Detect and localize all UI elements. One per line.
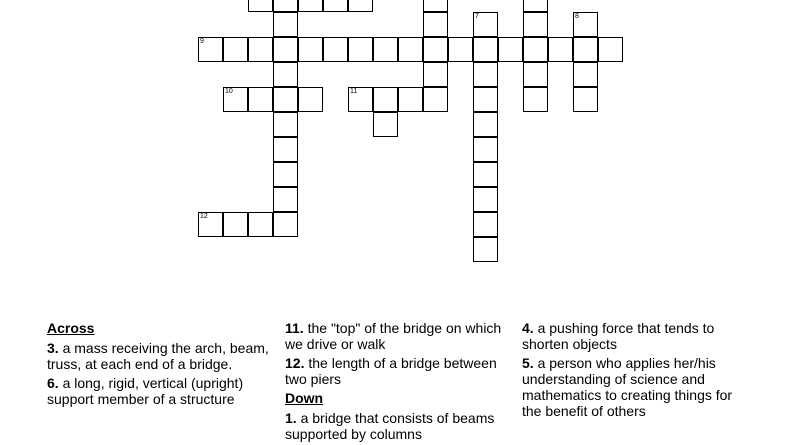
grid-cell[interactable]: [473, 237, 498, 262]
grid-cell[interactable]: [473, 112, 498, 137]
grid-cell[interactable]: [423, 37, 448, 62]
grid-cell[interactable]: [298, 37, 323, 62]
grid-cell[interactable]: [473, 162, 498, 187]
clue-number-label: 12: [200, 213, 208, 220]
grid-cell[interactable]: [573, 37, 598, 62]
clue-number: 12.: [285, 355, 305, 371]
grid-cell[interactable]: [323, 0, 348, 12]
clue-down-5: [522, 355, 752, 419]
grid-cell[interactable]: [473, 12, 498, 37]
grid-cell[interactable]: [573, 62, 598, 87]
grid-cell[interactable]: [348, 87, 373, 112]
grid-cell[interactable]: [523, 87, 548, 112]
grid-cell[interactable]: [248, 0, 273, 12]
grid-cell[interactable]: [473, 62, 498, 87]
clues-column-3: [522, 320, 752, 422]
clues-column-2: [285, 320, 515, 445]
grid-cell[interactable]: [373, 112, 398, 137]
grid-cell[interactable]: [573, 12, 598, 37]
clue-number-label: 7: [475, 13, 479, 20]
grid-cell[interactable]: [598, 37, 623, 62]
grid-cell[interactable]: [398, 37, 423, 62]
grid-cell[interactable]: [473, 87, 498, 112]
clue-text: a person who applies her/his understanding of science and mathematics to creating things for the benefit of others: [522, 355, 733, 419]
grid-cell[interactable]: [273, 137, 298, 162]
grid-cell[interactable]: [423, 62, 448, 87]
clue-across-11: [285, 320, 515, 352]
grid-cell[interactable]: [248, 37, 273, 62]
clue-across-12: [285, 355, 515, 387]
clue-across-6: [47, 375, 277, 407]
grid-cell[interactable]: [398, 87, 423, 112]
grid-cell[interactable]: [273, 112, 298, 137]
clue-text: a bridge that consists of beams supported by columns: [285, 410, 495, 442]
grid-cell[interactable]: [248, 212, 273, 237]
grid-cell[interactable]: [298, 87, 323, 112]
clue-number-label: 10: [225, 88, 233, 95]
grid-cell[interactable]: [523, 62, 548, 87]
clue-text: a pushing force that tends to shorten objects: [522, 320, 715, 352]
grid-cell[interactable]: [198, 37, 223, 62]
grid-cell[interactable]: [273, 0, 298, 12]
grid-cell[interactable]: [248, 87, 273, 112]
grid-cell[interactable]: [273, 12, 298, 37]
grid-cell[interactable]: [548, 37, 573, 62]
grid-cell[interactable]: [348, 37, 373, 62]
grid-cell[interactable]: [223, 87, 248, 112]
grid-cell[interactable]: [523, 0, 548, 12]
grid-cell[interactable]: [223, 212, 248, 237]
clue-number-label: 8: [575, 13, 579, 20]
down-heading: Down: [285, 390, 324, 406]
grid-cell[interactable]: [223, 37, 248, 62]
grid-cell[interactable]: [273, 37, 298, 62]
clue-text: the length of a bridge between two piers: [285, 355, 497, 387]
grid-cell[interactable]: [273, 87, 298, 112]
grid-cell[interactable]: [523, 12, 548, 37]
grid-cell[interactable]: [423, 12, 448, 37]
grid-cell[interactable]: [523, 37, 548, 62]
clue-down-4: [522, 320, 752, 352]
grid-cell[interactable]: [198, 212, 223, 237]
grid-cell[interactable]: [273, 187, 298, 212]
grid-cell[interactable]: [473, 37, 498, 62]
grid-cell[interactable]: [473, 137, 498, 162]
clue-down-1: [285, 410, 515, 442]
clue-number: 4.: [522, 320, 534, 336]
clue-number-label: 11: [350, 88, 358, 95]
clue-text: the "top" of the bridge on which we drive or walk: [285, 320, 502, 352]
grid-cell[interactable]: [423, 0, 448, 12]
clue-number-label: 9: [200, 38, 204, 45]
clue-number: 11.: [285, 320, 304, 336]
grid-cell[interactable]: [373, 87, 398, 112]
grid-cell[interactable]: [273, 162, 298, 187]
clue-text: a mass receiving the arch, beam, truss, at each end of a bridge.: [47, 340, 269, 372]
grid-cell[interactable]: [323, 37, 348, 62]
clues-column-1: [47, 320, 277, 410]
grid-cell[interactable]: [348, 0, 373, 12]
grid-cell[interactable]: [423, 87, 448, 112]
grid-cell[interactable]: [273, 62, 298, 87]
clue-number: 1.: [285, 410, 297, 426]
grid-cell[interactable]: [498, 37, 523, 62]
grid-cell[interactable]: [448, 37, 473, 62]
grid-cell[interactable]: [473, 187, 498, 212]
grid-cell[interactable]: [373, 37, 398, 62]
clue-number: 5.: [522, 355, 534, 371]
clue-number: 3.: [47, 340, 59, 356]
across-heading: Across: [47, 320, 95, 336]
grid-cell[interactable]: [573, 87, 598, 112]
clue-number: 6.: [47, 375, 59, 391]
clue-across-3: [47, 340, 277, 372]
grid-cell[interactable]: [473, 212, 498, 237]
grid-cell[interactable]: [273, 212, 298, 237]
clue-text: a long, rigid, vertical (upright) support member of a structure: [47, 375, 244, 407]
grid-cell[interactable]: [298, 0, 323, 12]
